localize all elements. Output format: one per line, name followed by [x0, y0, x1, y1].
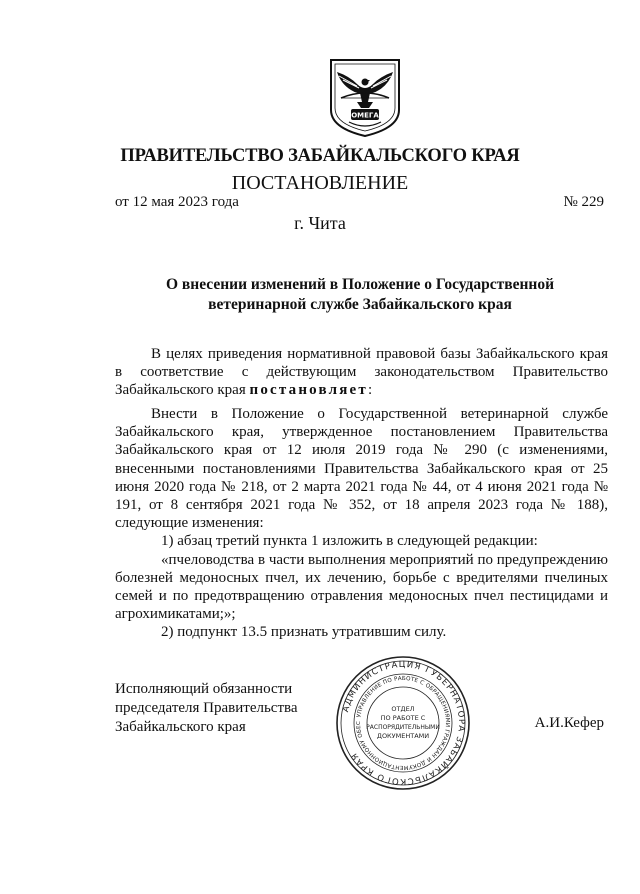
stamp-center-line-3: РАСПОРЯДИТЕЛЬНЫМИ: [366, 724, 440, 731]
preamble-paragraph: [115, 345, 608, 400]
emblem-text: ОМЕГА: [351, 111, 379, 120]
stamp-inner-text: УПРАВЛЕНИЕ ПО РАБОТЕ С ОБРАЩЕНИЯМИ ГРАЖДАН И ДОКУМЕНТАЦИОННОМУ ОБЕС: [355, 675, 451, 771]
stamp-outer-text: АДМИНИСТРАЦИЯ ГУБЕРНАТОРА ЗАБАЙКАЛЬСКОГО КРАЯ: [341, 659, 467, 787]
position-line-3: Забайкальского края: [115, 719, 246, 735]
stamp-center-line-2: ПО РАБОТЕ С: [380, 714, 426, 722]
preamble-text: В целях приведения нормативной правовой базы Забайкальского края в соответствие с действующим законодательством Правительство Забайкальского края: [115, 346, 608, 399]
official-stamp: [335, 655, 471, 791]
amendment-item-1: 1) абзац третий пункта 1 изложить в следующей редакции:: [161, 533, 538, 550]
resolves-word: постановляет: [249, 382, 368, 399]
document-city: г. Чита: [294, 213, 346, 233]
eagle-emblem-icon: [327, 58, 403, 138]
document-date: от 12 мая 2023 года: [115, 194, 239, 210]
coat-of-arms-emblem: [327, 58, 403, 138]
stamp-seal-icon: [335, 655, 471, 791]
main-body: [115, 405, 608, 642]
amendment-quote: «пчеловодства в части выполнения мероприятий по предупреждению болезней медоносных пчел, их лечению, борьбе с вредителями пчелиных семей и по предотвращению отравления медоносных пчел пестицидами и агрохимикатами;»;: [115, 551, 608, 623]
stamp-center-line-1: ОТДЕЛ: [391, 705, 415, 713]
government-title: ПРАВИТЕЛЬСТВО ЗАБАЙКАЛЬСКОГО КРАЯ: [120, 146, 520, 166]
position-line-2: председателя Правительства: [115, 700, 298, 716]
signatory-position: [115, 680, 298, 737]
amendment-item-2: 2) подпункт 13.5 признать утратившим силу.: [161, 624, 447, 641]
document-type: ПОСТАНОВЛЕНИЕ: [231, 172, 409, 194]
amendment-paragraph: Внести в Положение о Государственной ветеринарной службе Забайкальского края, утвержденное постановлением Правительства Забайкальского края от 12 июля 2019 года № 290 (с изменениями, внесенными постановлениями Правительства Забайкальского края от 25 июня 2020 года № 218, от 2 марта 2021 года № 44, от 4 июня 2021 года № 191, от 8 сентября 2021 года № 352, от 18 апреля 2023 года № 188), следующие изменения:: [115, 406, 608, 532]
stamp-center-line-4: ДОКУМЕНТАМИ: [376, 732, 430, 740]
preamble-colon: :: [367, 382, 373, 399]
document-number: № 229: [563, 194, 604, 210]
document-subject: О внесении изменений в Положение о Государственной ветеринарной службе Забайкальского края: [165, 276, 555, 313]
position-line-1: Исполняющий обязанности: [115, 681, 293, 697]
signatory-name: А.И.Кефер: [534, 715, 604, 731]
